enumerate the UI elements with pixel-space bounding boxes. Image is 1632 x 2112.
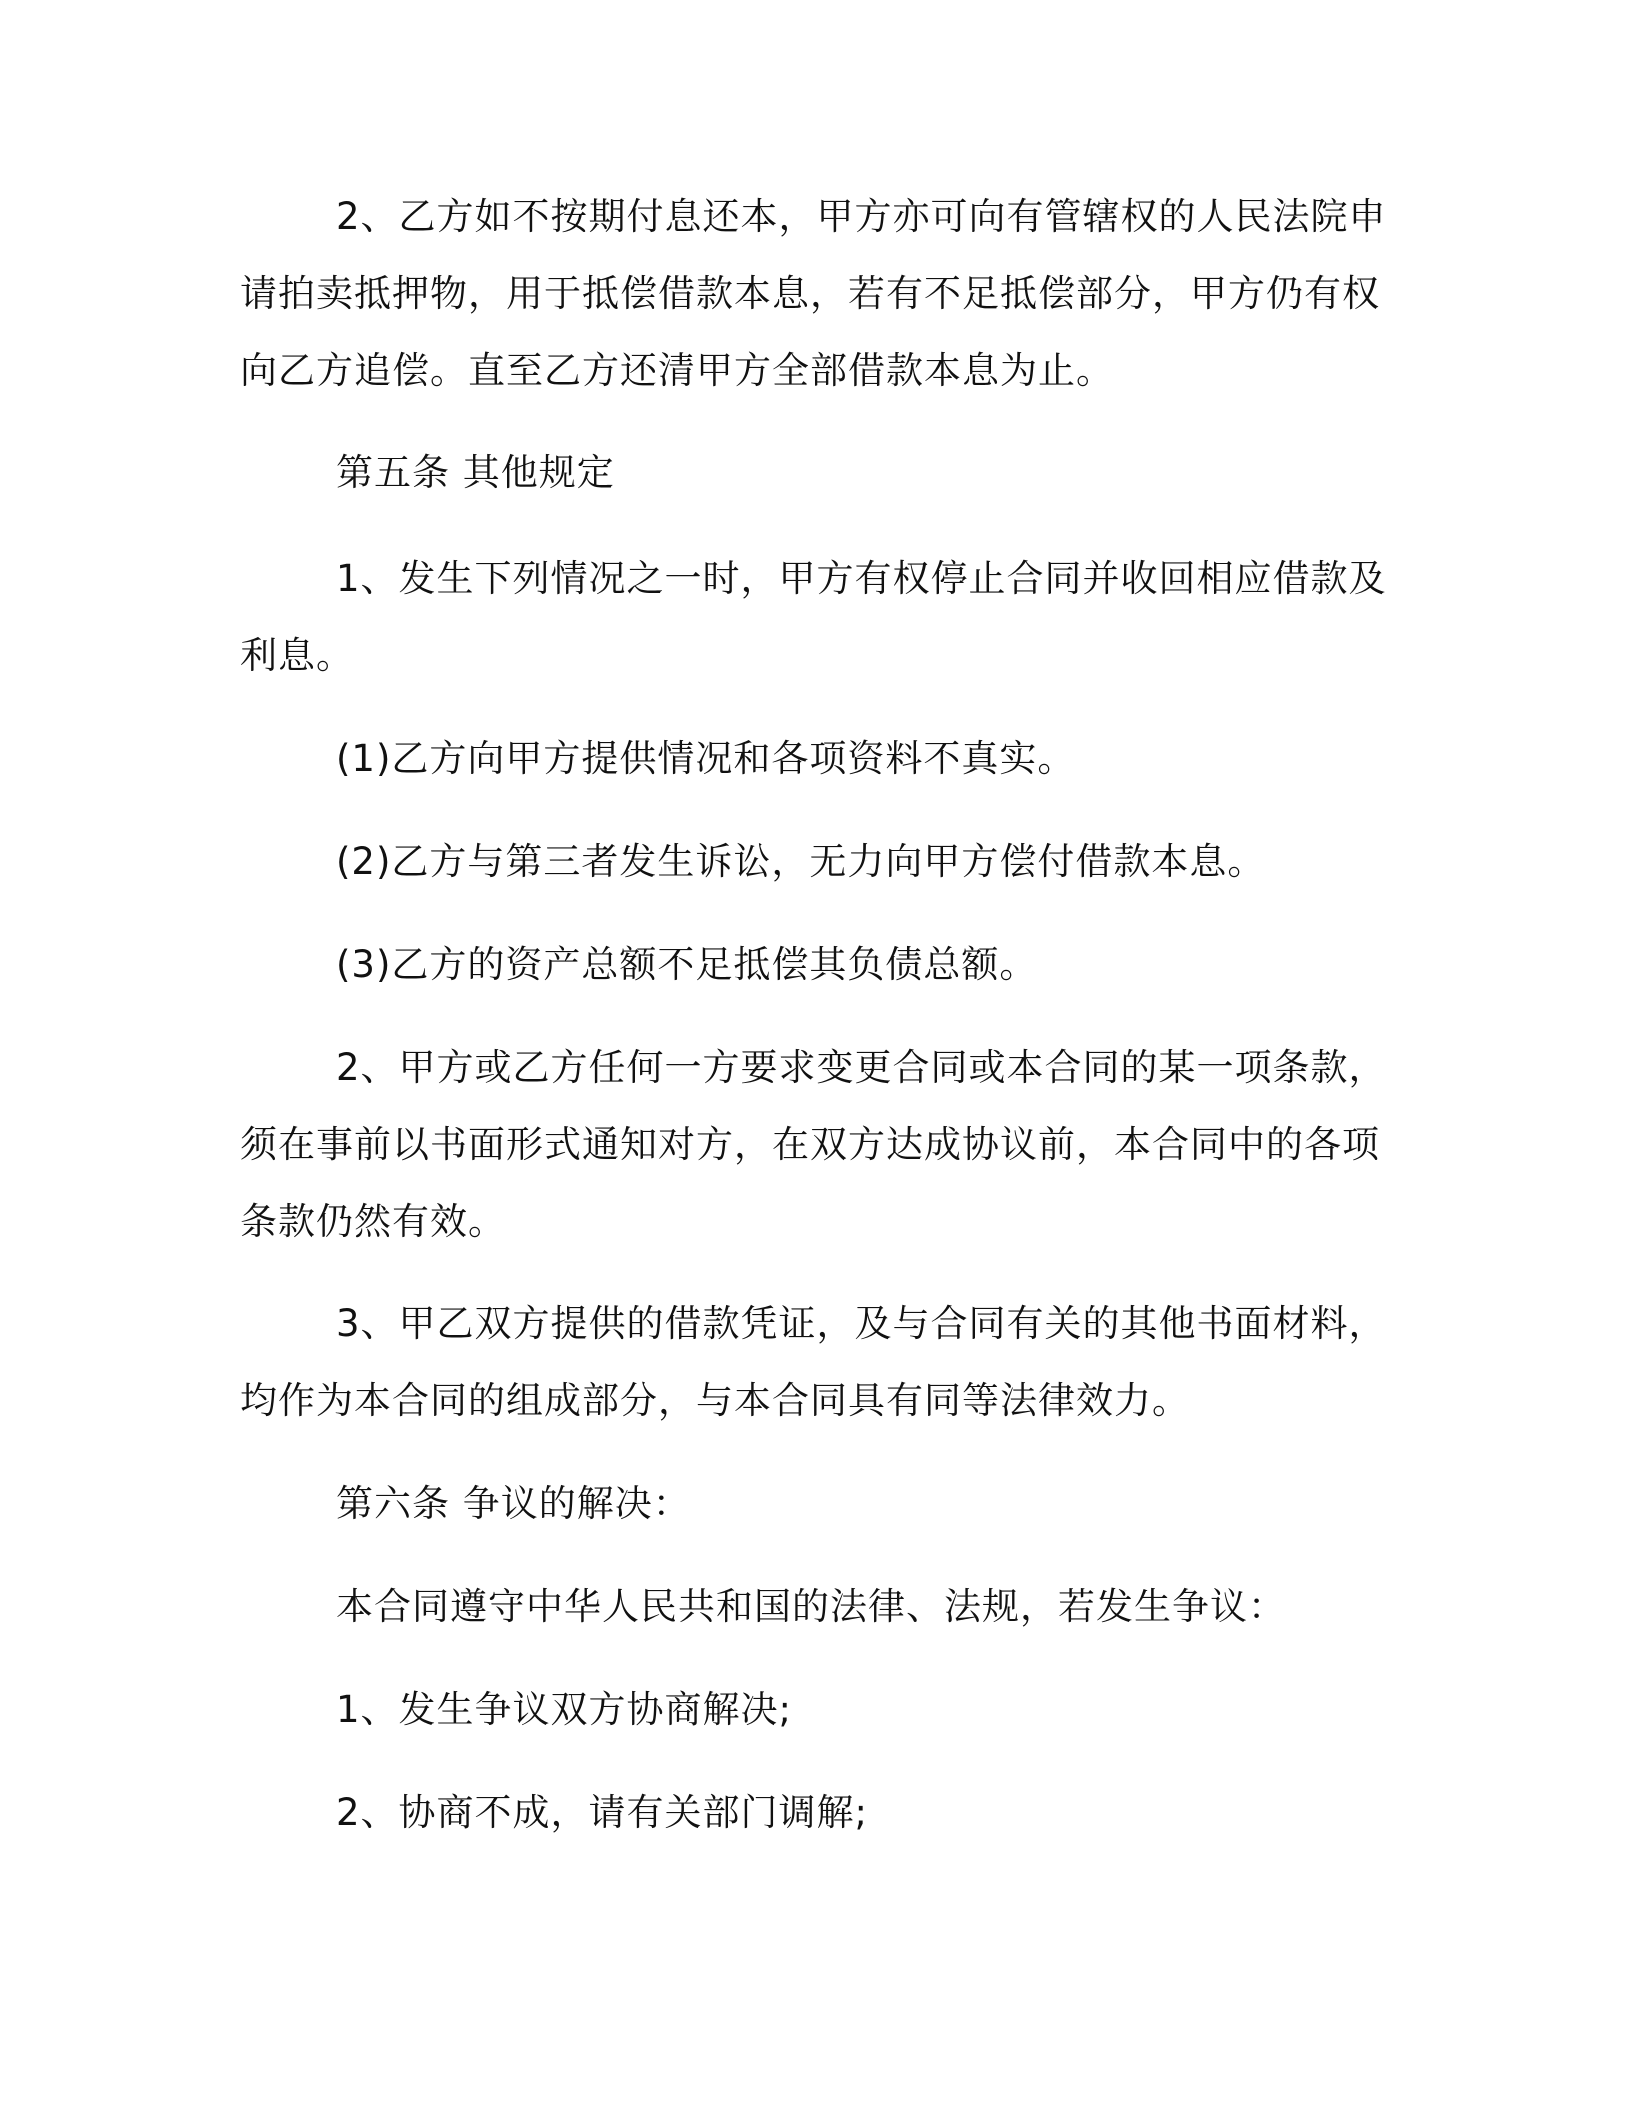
text-line: 2、甲方或乙方任何一方要求变更合同或本合同的某一项条款， <box>336 1046 1387 1089</box>
item-5-1-2 <box>240 823 1360 900</box>
text-line: 均作为本合同的组成部分，与本合同具有同等法律效力。 <box>240 1379 1190 1422</box>
text-line: 第六条 争议的解决： <box>336 1482 691 1525</box>
item-5-1-1 <box>240 720 1360 797</box>
paragraph-5-3 <box>240 1285 1387 1439</box>
text-line: 3、甲乙双方提供的借款凭证，及与合同有关的其他书面材料， <box>336 1302 1387 1345</box>
paragraph-4-2 <box>240 178 1387 409</box>
text-line: 2、协商不成，请有关部门调解; <box>336 1791 869 1834</box>
text-line: (1)乙方向甲方提供情况和各项资料不真实。 <box>336 737 1076 780</box>
text-line: 2、乙方如不按期付息还本，甲方亦可向有管辖权的人民法院申 <box>336 195 1387 238</box>
text-line: (3)乙方的资产总额不足抵偿其负债总额。 <box>336 943 1038 986</box>
text-line: 须在事前以书面形式通知对方，在双方达成协议前，本合同中的各项 <box>240 1123 1380 1166</box>
text-line: 向乙方追偿。直至乙方还清甲方全部借款本息为止。 <box>240 349 1114 392</box>
item-5-1-3 <box>240 926 1360 1003</box>
paragraph-6-intro <box>240 1568 1360 1645</box>
paragraph-5-2 <box>240 1029 1387 1260</box>
text-line: (2)乙方与第三者发生诉讼，无力向甲方偿付借款本息。 <box>336 840 1266 883</box>
text-line: 1、发生下列情况之一时，甲方有权停止合同并收回相应借款及 <box>336 557 1387 600</box>
text-line: 本合同遵守中华人民共和国的法律、法规，若发生争议： <box>336 1585 1286 1628</box>
item-6-2 <box>240 1774 1360 1851</box>
text-line: 条款仍然有效。 <box>240 1200 506 1243</box>
paragraph-5-1 <box>240 540 1387 694</box>
text-line: 1、发生争议双方协商解决; <box>336 1688 793 1731</box>
text-line: 利息。 <box>240 634 354 677</box>
article-6-heading <box>240 1465 1360 1542</box>
text-line: 请拍卖抵押物，用于抵偿借款本息，若有不足抵偿部分，甲方仍有权 <box>240 272 1380 315</box>
item-6-1 <box>240 1671 1360 1748</box>
text-line: 第五条 其他规定 <box>336 451 615 494</box>
article-5-heading <box>240 434 1360 511</box>
